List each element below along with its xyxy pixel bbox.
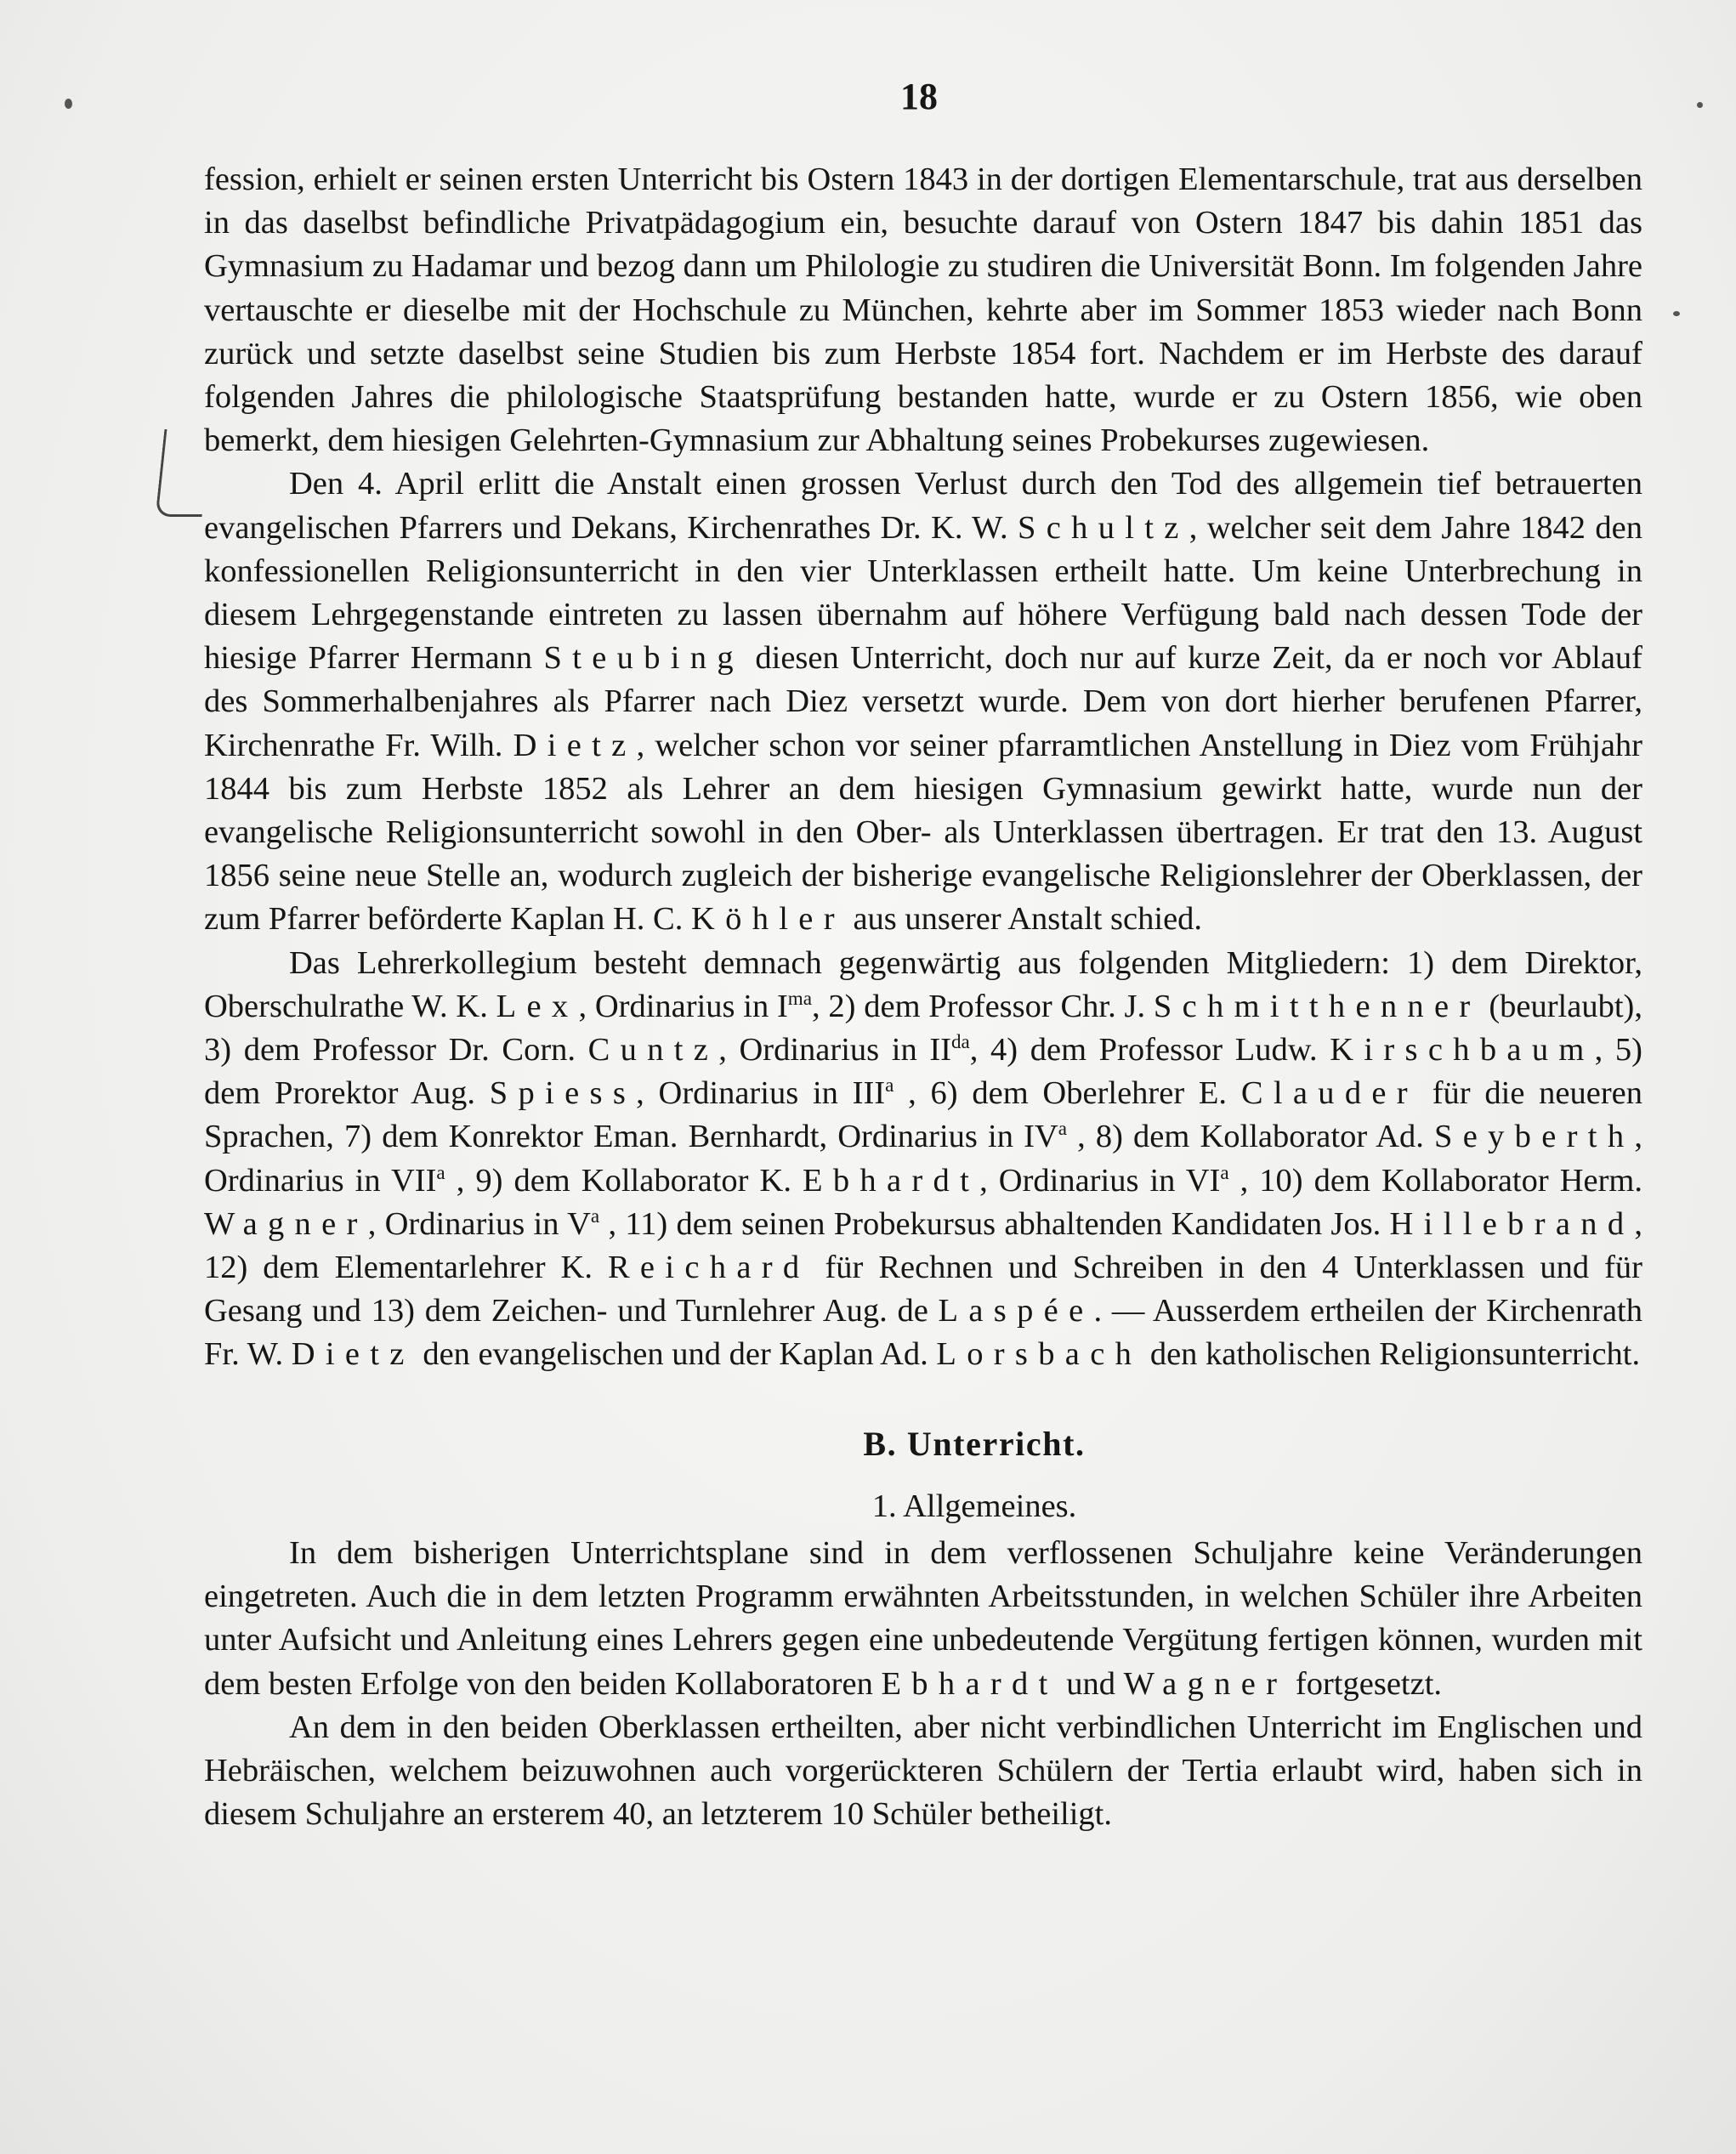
name-seyberth: Seyberth — [1433, 1119, 1635, 1155]
name-lorsbach: Lorsbach — [936, 1336, 1143, 1373]
text-run: , Ordinarius in I — [578, 988, 788, 1024]
text-run: , 6) dem Oberlehrer E. — [894, 1075, 1241, 1112]
text-run: , welcher seit dem Jahre 1842 den konfessionellen Religionsunterricht in den vier Unterklassen ertheilt hatte. Um keine Unterbrechung in diesem Lehrgegenstande eintreten zu lassen übernahm auf höhere Verfügung bald nach dessen Tode der hiesige Pfarrer Hermann — [204, 509, 1643, 677]
class-superscript: ma — [787, 987, 813, 1010]
name-hillebrand: Hillebrand — [1389, 1205, 1635, 1242]
text-run: diesen Unterricht, doch nur auf kurze Zeit, da er noch vor Ablauf des Sommerhalbenjahres als Pfarrer nach Diez versetzt wurde. Dem von dort hierher berufenen Pfarrer, Kirchenrathe Fr. Wilh. — [204, 640, 1642, 763]
text-run: , Ordinarius in II — [718, 1032, 951, 1068]
text-run: , 5) dem Prorektor Aug. — [204, 1032, 1642, 1112]
name-kirschbaum: Kirschbaum — [1330, 1032, 1595, 1068]
body-text — [204, 158, 1642, 1837]
class-superscript: a — [1058, 1117, 1067, 1140]
class-superscript: a — [436, 1160, 445, 1183]
text-run: , 2) dem Professor Chr. J. — [812, 988, 1154, 1024]
text-run: den katholischen Religionsunterricht. — [1142, 1336, 1641, 1373]
section-heading: B. Unterricht. — [863, 1424, 1086, 1463]
name-bernhardt: Bernhardt — [688, 1119, 820, 1155]
name-reichard: Reichard — [607, 1250, 810, 1286]
text-run: , 8) dem Kollaborator Ad. — [1066, 1119, 1434, 1155]
name-schmitthenner: Schmitthenner — [1153, 988, 1481, 1024]
text-run: , 9) dem Kollaborator K. — [445, 1162, 803, 1199]
class-superscript: da — [950, 1030, 970, 1053]
text-run: für Rechnen und Schreiben in den 4 Unterklassen und für Gesang und 13) dem Zeichen- und Turnlehrer Aug. de — [204, 1250, 1643, 1329]
class-superscript: a — [590, 1205, 600, 1227]
text-run: fortgesetzt. — [1287, 1665, 1443, 1702]
text-run: , 12) dem Elementarlehrer K. — [204, 1205, 1643, 1286]
text-run: , 11) dem seinen Probekursus abhaltenden Kandidaten Jos. — [599, 1205, 1390, 1242]
text-run: , 10) dem Kollaborator Herm. — [1228, 1162, 1642, 1199]
name-steubing: Steubing — [543, 640, 744, 677]
paragraph-biography: fession, erhielt er seinen ersten Unterricht bis Ostern 1843 in der dortigen Elementarschule, trat aus derselben in das daselbst befindliche Privatpädagogium ein, besuchte darauf von Ostern 1847 bis dahin 1851 das Gymnasium zu Hadamar und bezog dann um Philologie zu studiren die Universität Bonn. Im folgenden Jahre vertauschte er dieselbe mit der Hochschule zu München, kehrte aber im Sommer 1853 wieder nach Bonn zurück und setzte daselbst seine Studien bis zum Herbste 1854 fort. Nachdem er im Herbste des darauf folgenden Jahres die philologische Staatsprüfung bestanden hatte, wurde er zu Ostern 1856, wie oben bemerkt, dem hiesigen Gelehrten-Gymnasium zur Abhaltung seines Probekurses zugewiesen. — [204, 162, 1642, 459]
text-run: , 4) dem Professor Ludw. — [969, 1032, 1330, 1068]
text-run: für die neueren Sprachen, 7) dem Konrektor Eman. — [204, 1075, 1643, 1155]
text-run: Den 4. April erlitt die Anstalt einen grossen Verlust durch den Tod des allgemein tief betrauerten evangelischen Pfarrers und Dekans, Kirchenrathes Dr. K. W. — [204, 466, 1642, 546]
subsection-heading: 1. Allgemeines. — [871, 1488, 1077, 1524]
text-run: , Ordinarius in VI — [979, 1162, 1221, 1199]
class-superscript: a — [885, 1074, 894, 1097]
paragraph-curriculum — [204, 1532, 1642, 1706]
name-wagner: Wagner — [1123, 1665, 1288, 1702]
class-superscript: a — [1220, 1160, 1229, 1183]
text-run: aus unserer Anstalt schied. — [844, 901, 1203, 938]
margin-bracket-mark — [156, 429, 212, 517]
name-koehler: Köhler — [691, 901, 845, 938]
text-run: , welcher schon vor seiner pfarramtlichen Anstellung in Diez vom Frühjahr 1844 bis zum Herbste 1852 als Lehrer an dem hiesigen Gymnasium gewirkt hatte, wurde nun der evangelische Religionsunterricht sowohl in den Ober- als Unterklassen übertragen. Er trat den 13. August 1856 seine neue Stelle an, wodurch zugleich der bisherige evangelische Religionslehrer der Oberklassen, der zum Pfarrer beförderte Kaplan H. C. — [204, 727, 1642, 938]
name-ebhardt: Ebhardt — [802, 1162, 980, 1199]
text-run: , Ordinarius in V — [367, 1205, 591, 1242]
name-wagner: Wagner — [204, 1205, 368, 1242]
text-run: Das Lehrerkollegium besteht demnach gegenwärtig aus folgenden Mitgliedern: 1) dem Direktor, Oberschulrathe W. K. — [204, 944, 1642, 1024]
text-run: den evangelischen und der Kaplan Ad. — [414, 1336, 937, 1373]
paragraph-languages: An dem in den beiden Oberklassen ertheilten, aber nicht verbindlichen Unterricht im Englischen und Hebräischen, welchem beizuwohnen auch vorgerückteren Schülern der Tertia erlaubt wird, haben sich in diesem Schuljahre an ersterem 40, an letzterem 10 Schüler betheiligt. — [204, 1709, 1642, 1833]
name-schultz: Schultz — [1017, 509, 1189, 546]
text-run: In dem bisherigen Unterrichtsplane sind in dem verflossenen Schuljahre keine Veränderungen eingetreten. Auch die in dem letzten Programm erwähnten Arbeitsstunden, in welchen Schüler ihre Arbeiten unter Aufsicht und Anleitung eines Lehrers gegen eine unbedeutende Vergütung fertigen können, wurden mit dem besten Erfolge von den beiden Kollaboratoren — [204, 1535, 1642, 1702]
name-dietz: Dietz — [291, 1336, 415, 1373]
text-run: , Ordinarius in III — [636, 1075, 886, 1112]
name-spiess: Spiess — [489, 1075, 637, 1112]
name-ebhardt: Ebhardt — [881, 1665, 1058, 1702]
name-cuntz: Cuntz — [587, 1032, 719, 1068]
ink-speck — [1673, 311, 1680, 316]
page-number: 18 — [900, 76, 938, 117]
name-dietz: Dietz — [513, 727, 637, 763]
name-lex: Lex — [496, 988, 579, 1024]
name-laspee: Laspée — [938, 1293, 1094, 1329]
text-run: (beurlaubt), 3) dem Professor Dr. Corn. — [204, 988, 1642, 1068]
text-run: , Ordinarius in IV — [819, 1119, 1058, 1155]
name-clauder: Clauder — [1240, 1075, 1418, 1112]
paragraph-faculty-list — [204, 942, 1642, 1377]
text-run: , Ordinarius in VII — [204, 1119, 1643, 1199]
paragraph-religion-teachers — [204, 462, 1642, 941]
text-run: . — Ausserdem ertheilen der Kirchenrath Fr. W. — [204, 1293, 1642, 1373]
text-run: und — [1058, 1665, 1124, 1702]
